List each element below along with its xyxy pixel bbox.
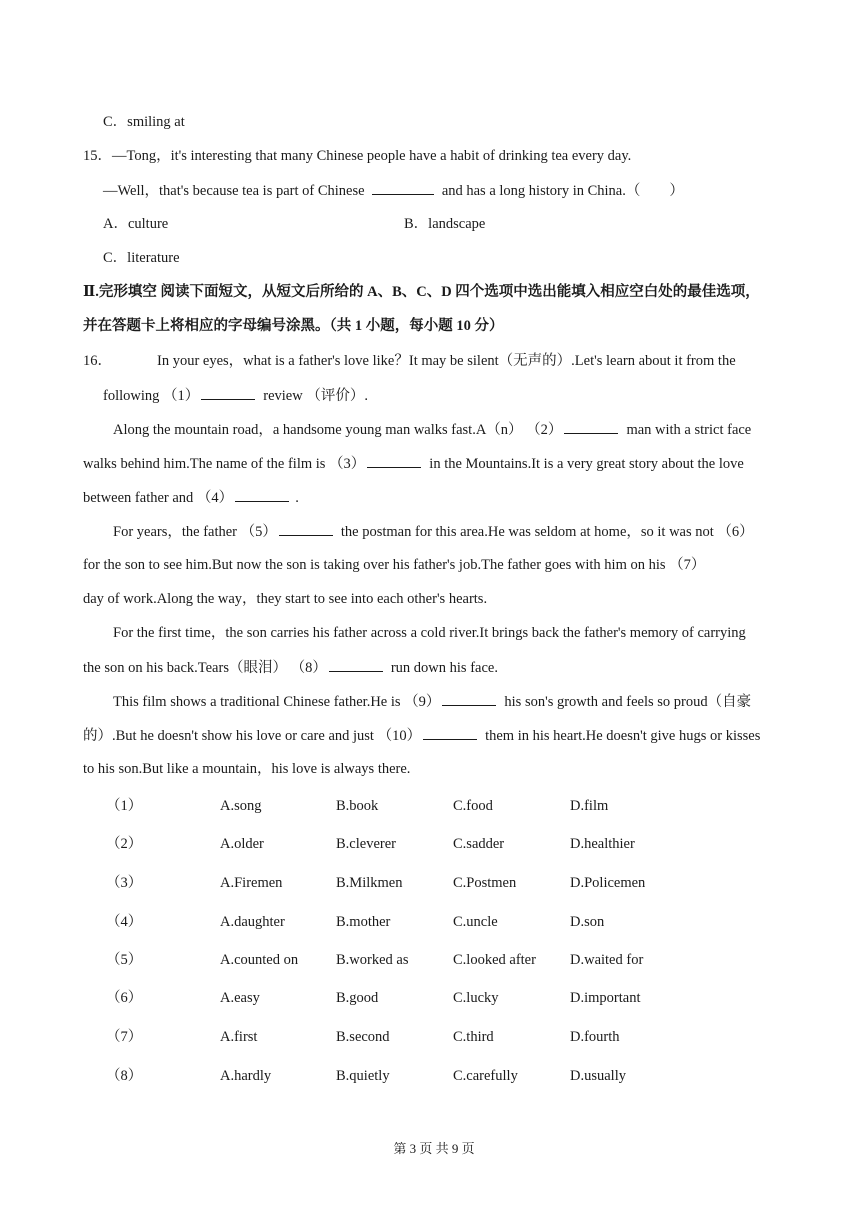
option-row-number: （1）	[106, 798, 143, 814]
option-row-number: （3）	[106, 875, 143, 891]
option-row-number: （5）	[106, 952, 143, 968]
passage-p5-line3: to his son.But like a mountain，his love is always there.	[83, 761, 411, 777]
q15-option-a: A．culture	[103, 216, 169, 232]
option-d: D.fourth	[570, 1029, 620, 1045]
q15-line2-part-a: —Well，that's because tea is part of Chinese	[103, 183, 365, 199]
option-a: A.easy	[220, 990, 260, 1006]
passage-text: between father and （4）	[83, 490, 234, 506]
option-b: B.quietly	[336, 1068, 390, 1084]
option-c: C.carefully	[453, 1068, 518, 1084]
option-b: B.book	[336, 798, 379, 814]
passage-text: the son on his back.Tears（眼泪） （8）	[83, 660, 327, 676]
option-a: A.counted on	[220, 952, 299, 968]
option-row-number: （2）	[106, 836, 143, 852]
passage-text: the postman for this area.He was seldom at home，so it was not （6）	[340, 524, 754, 540]
option-c: C.uncle	[453, 914, 498, 930]
blank-3	[367, 453, 421, 468]
passage-text: in the Mountains.It is a very great story about the love	[429, 456, 744, 472]
passage-p4-line2	[83, 657, 498, 678]
option-d: D.healthier	[570, 836, 635, 852]
passage-p2-line3	[83, 487, 299, 508]
option-d: D.film	[570, 798, 609, 814]
option-d: D.important	[570, 990, 641, 1006]
passage-p4-line1: For the first time，the son carries his father across a cold river.It brings back the father's memory of carrying	[113, 625, 746, 641]
option-c: C.food	[453, 798, 493, 814]
blank-4	[235, 487, 289, 502]
option-c: C.Postmen	[453, 875, 517, 891]
option-d: D.waited for	[570, 952, 644, 968]
blank-1	[201, 385, 255, 400]
option-d: D.son	[570, 914, 605, 930]
passage-p2-line1	[113, 419, 751, 440]
blank-2	[564, 419, 618, 434]
passage-text: .	[295, 490, 299, 506]
passage-question-number: 16．	[83, 353, 112, 369]
option-b: B.good	[336, 990, 379, 1006]
q15-stem-line2	[103, 180, 684, 201]
blank-5	[279, 521, 333, 536]
q14-option-c: C．smiling at	[103, 114, 185, 130]
option-c: C.sadder	[453, 836, 505, 852]
q15-option-b: B．landscape	[404, 216, 486, 232]
passage-text: This film shows a traditional Chinese father.He is （9）	[113, 694, 441, 710]
passage-p3-line2: for the son to see him.But now the son is taking over his father's job.The father goes with him on his （7）	[83, 557, 706, 573]
option-b: B.cleverer	[336, 836, 396, 852]
passage-p5-line2	[83, 725, 760, 746]
option-c: C.third	[453, 1029, 494, 1045]
option-b: B.Milkmen	[336, 875, 403, 891]
option-row-number: （6）	[106, 990, 143, 1006]
option-row-number: （7）	[106, 1029, 143, 1045]
passage-p5-line1	[113, 691, 751, 712]
passage-p1-line2	[103, 385, 368, 406]
passage-text: run down his face.	[390, 660, 498, 676]
blank-8	[329, 657, 383, 672]
passage-p2-line2	[83, 453, 744, 474]
passage-text: his son's growth and feels so proud（自豪	[504, 694, 752, 710]
option-b: B.mother	[336, 914, 391, 930]
passage-text: man with a strict face	[626, 422, 752, 438]
option-row-number: （4）	[106, 914, 143, 930]
passage-text: 的）.But he doesn't show his love or care and just （10）	[83, 728, 422, 744]
q15-option-c: C．literature	[103, 250, 180, 266]
option-c: C.looked after	[453, 952, 536, 968]
passage-text: them in his heart.He doesn't give hugs or kisses	[485, 728, 761, 744]
option-a: A.hardly	[220, 1068, 272, 1084]
option-c: C.lucky	[453, 990, 499, 1006]
page-footer: 第 3 页 共 9 页	[393, 1141, 475, 1156]
option-a: A.older	[220, 836, 264, 852]
q15-stem-line1: 15．—Tong，it's interesting that many Chinese people have a habit of drinking tea every day.	[83, 148, 632, 164]
option-row-number: （8）	[106, 1068, 143, 1084]
option-d: D.usually	[570, 1068, 626, 1084]
q15-line2-part-b: and has a long history in China.（ ）	[441, 183, 684, 199]
option-b: B.second	[336, 1029, 390, 1045]
option-a: A.first	[220, 1029, 258, 1045]
option-d: D.Policemen	[570, 875, 646, 891]
blank-9	[442, 691, 496, 706]
option-b: B.worked as	[336, 952, 409, 968]
option-a: A.daughter	[220, 914, 285, 930]
section2-heading-line1: Ⅱ.完形填空 阅读下面短文，从短文后所给的 A、B、C、D 四个选项中选出能填入相应空白处的最佳选项，	[83, 284, 760, 300]
blank-10	[423, 725, 477, 740]
passage-text: walks behind him.The name of the film is （3）	[83, 456, 366, 472]
option-a: A.song	[220, 798, 262, 814]
passage-text: review （评价）.	[263, 388, 368, 404]
option-a: A.Firemen	[220, 875, 283, 891]
section2-heading-line2: 并在答题卡上将相应的字母编号涂黑。（共 1 小题，每小题 10 分）	[83, 318, 504, 334]
q15-answer-blank	[372, 180, 434, 195]
passage-p3-line1	[113, 521, 754, 542]
passage-text: Along the mountain road，a handsome young man walks fast.A（n） （2）	[113, 422, 563, 438]
passage-p3-line3: day of work.Along the way，they start to see into each other's hearts.	[83, 591, 488, 607]
passage-text: For years，the father （5）	[113, 524, 277, 540]
passage-text: following （1）	[103, 388, 200, 404]
passage-p1-line1: In your eyes，what is a father's love like？It may be silent（无声的）.Let's learn about it from the	[157, 353, 736, 369]
